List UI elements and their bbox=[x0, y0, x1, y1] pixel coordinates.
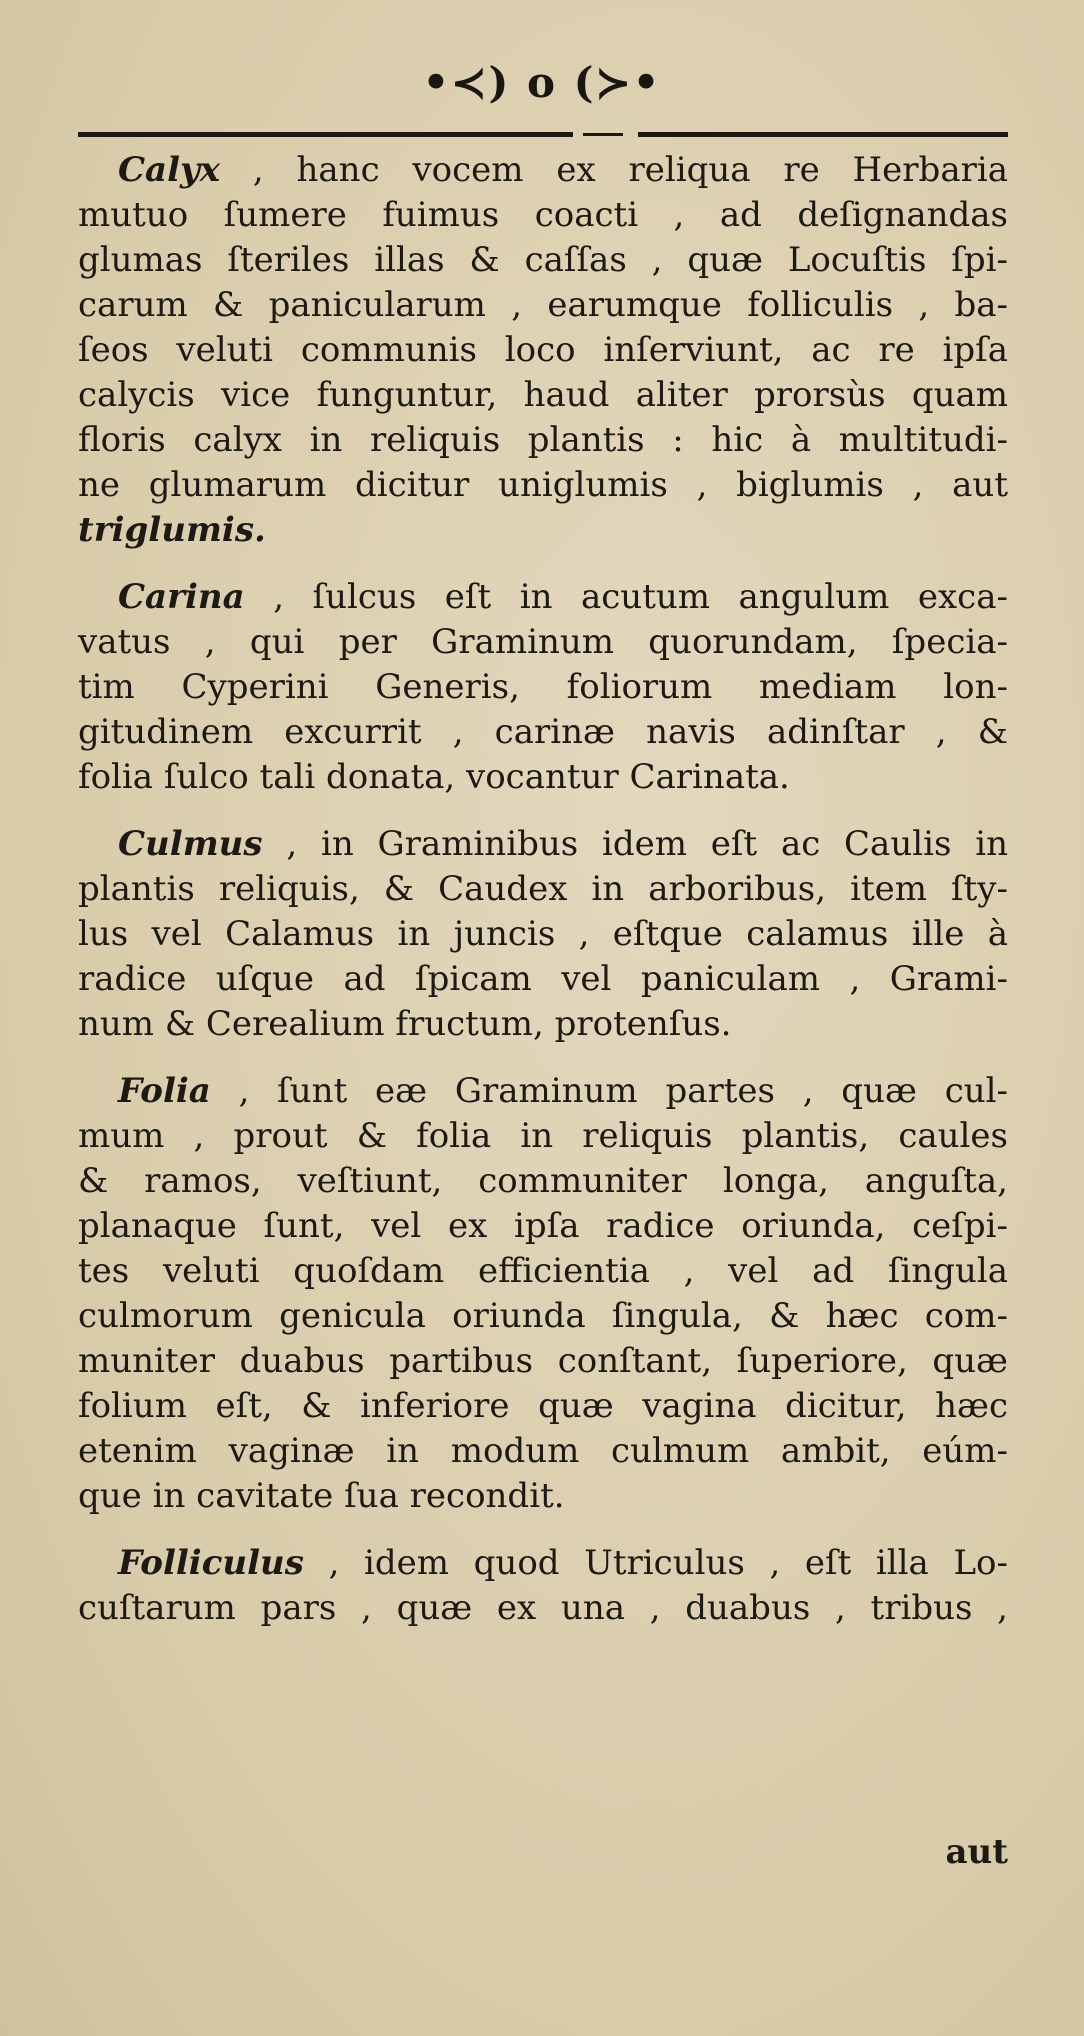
catchword: aut bbox=[945, 1832, 1008, 1872]
entry-line: etenim vaginæ in modum culmum ambit, eúm- bbox=[78, 1431, 1008, 1471]
entry-term: Culmus bbox=[118, 824, 263, 864]
entry-line: Calyx , hanc vocem ex reliqua re Herbaria bbox=[118, 150, 1008, 190]
entry-line: glumas ſteriles illas & caſſas , quæ Locuſtis ſpi- bbox=[78, 240, 1008, 280]
glossary-entry-carina bbox=[78, 575, 1008, 800]
header-ornament: •≺) o (≻• bbox=[422, 58, 662, 107]
glossary-entry-folliculus bbox=[78, 1541, 1008, 1631]
glossary-entry-folia bbox=[78, 1069, 1008, 1519]
rule-segment-middle bbox=[583, 133, 623, 136]
entry-line: planaque ſunt, vel ex ipſa radice oriunda, ceſpi- bbox=[78, 1206, 1008, 1246]
entry-line: triglumis. bbox=[78, 510, 266, 550]
glossary-text bbox=[78, 148, 1008, 1653]
entry-line: tim Cyperini Generis, foliorum mediam lon- bbox=[78, 667, 1008, 707]
entry-line: ne glumarum dicitur uniglumis , biglumis , aut bbox=[78, 465, 1008, 505]
entry-line: floris calyx in reliquis plantis : hic à multitudi- bbox=[78, 420, 1008, 460]
entry-line: vatus , qui per Graminum quorundam, ſpecia- bbox=[78, 622, 1008, 662]
entry-line: culmorum genicula oriunda ſingula, & hæc com- bbox=[78, 1296, 1008, 1336]
entry-line: que in cavitate ſua recondit. bbox=[78, 1476, 565, 1516]
entry-line: Folliculus , idem quod Utriculus , eſt illa Lo- bbox=[118, 1543, 1008, 1583]
entry-line: tes veluti quoſdam efficientia , vel ad ſingula bbox=[78, 1251, 1008, 1291]
entry-line: & ramos, veſtiunt, communiter longa, anguſta, bbox=[78, 1161, 1008, 1201]
entry-line: num & Cerealium fructum, protenſus. bbox=[78, 1004, 732, 1044]
entry-line: calycis vice funguntur, haud aliter prorsùs quam bbox=[78, 375, 1008, 415]
entry-line: plantis reliquis, & Caudex in arboribus, item ſty- bbox=[78, 869, 1008, 909]
entry-line: folia ſulco tali donata, vocantur Carinata. bbox=[78, 757, 790, 797]
entry-line: lus vel Calamus in juncis , eſtque calamus ille à bbox=[78, 914, 1008, 954]
entry-line: folium eſt, & inferiore quæ vagina dicitur, hæc bbox=[78, 1386, 1008, 1426]
entry-line: Carina , ſulcus eſt in acutum angulum exca- bbox=[118, 577, 1008, 617]
entry-term: Folia bbox=[118, 1071, 211, 1111]
entry-line: radice uſque ad ſpicam vel paniculam , Grami- bbox=[78, 959, 1008, 999]
glossary-entry-culmus bbox=[78, 822, 1008, 1047]
entry-line: ſeos veluti communis loco inſerviunt, ac re ipſa bbox=[78, 330, 1008, 370]
entry-line: gitudinem excurrit , carinæ navis adinſtar , & bbox=[78, 712, 1008, 752]
entry-line: Culmus , in Graminibus idem eſt ac Caulis in bbox=[118, 824, 1008, 864]
entry-term: Carina bbox=[118, 577, 245, 617]
rule-segment-right bbox=[638, 132, 1008, 137]
entry-term: Calyx bbox=[118, 150, 221, 190]
entry-line: mum , prout & folia in reliquis plantis, caules bbox=[78, 1116, 1008, 1156]
entry-line: carum & panicularum , earumque folliculis , ba- bbox=[78, 285, 1008, 325]
entry-term: Folliculus bbox=[118, 1543, 304, 1583]
glossary-entry-calyx bbox=[78, 148, 1008, 553]
rule-segment-left bbox=[78, 132, 573, 137]
entry-line: mutuo ſumere fuimus coacti , ad deſignandas bbox=[78, 195, 1008, 235]
entry-line: cuſtarum pars , quæ ex una , duabus , tribus , bbox=[78, 1588, 1008, 1628]
entry-line: muniter duabus partibus conſtant, ſuperiore, quæ bbox=[78, 1341, 1008, 1381]
entry-line: Folia , ſunt eæ Graminum partes , quæ cul- bbox=[118, 1071, 1009, 1111]
header-rule bbox=[78, 132, 1008, 138]
